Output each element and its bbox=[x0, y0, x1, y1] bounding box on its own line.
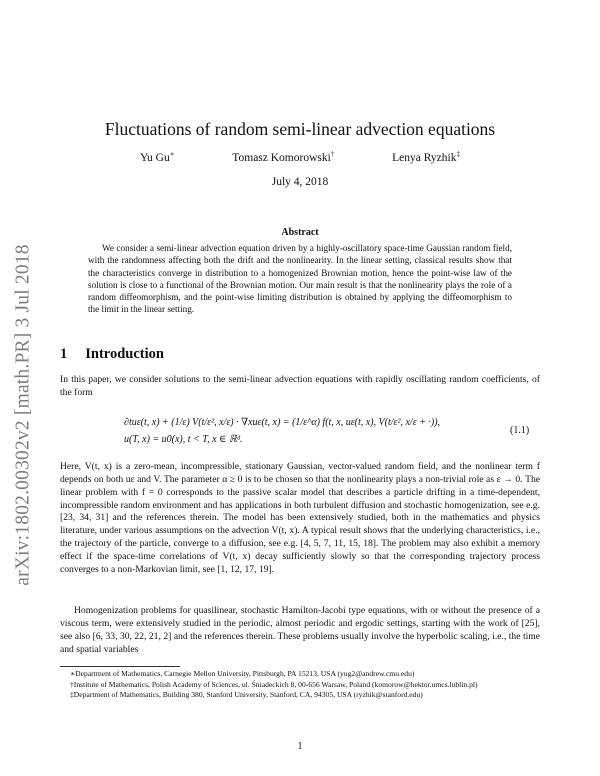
abstract-text: We consider a semi-linear advection equation driven by a highly-oscillatory space-time Gaussian random field, with the randomness affecting both the drift and the nonlinearity. In the linear setting, classical results show that the characteristics converge in distribution to a homogenized Brownian motion, hence the point-wise law of the solution is close to a functional of the Brownian motion. Our main result is that the nonlinearity plays the role of a random diffeomorphism, and the point-wise limiting distribution is obtained by applying the diffeomorphism to the limit in the linear setting. bbox=[88, 243, 512, 315]
abstract-heading: Abstract bbox=[281, 227, 319, 238]
author-list bbox=[140, 150, 460, 164]
section-title: Introduction bbox=[85, 346, 164, 362]
footnote: †Institute of Mathematics, Polish Academy of Sciences, ul. Śniadeckich 8, 00-656 Warsaw, Poland (komorow@hektor.umcs.lublin.pl) bbox=[70, 679, 478, 689]
paper-title: Fluctuations of random semi-linear advection equations bbox=[104, 119, 496, 139]
footnote: ‡Department of Mathematics, Building 380, Stanford University, Stanford, CA, 94305, USA (ryzhik@stanford.edu) bbox=[70, 690, 423, 699]
arxiv-identifier-text: arXiv:1802.00302v2 [math.PR] 3 Jul 2018 bbox=[13, 244, 35, 586]
author-name: Lenya Ryzhik bbox=[392, 151, 457, 164]
arxiv-identifier bbox=[4, 180, 44, 650]
section-number: 1 bbox=[60, 346, 68, 362]
section-heading bbox=[60, 346, 164, 363]
footnote: ∗Department of Mathematics, Carnegie Mellon University, Pittsburgh, PA 15213, USA (yug2@andrew.cmu.edu) bbox=[70, 669, 415, 678]
body-paragraph: Homogenization problems for quasilinear, stochastic Hamilton-Jacobi type equations, with or without the presence of a viscous term, were extensively studied in the periodic, almost periodic and ergodic settings, starting with the work of [25], see also [6, 33, 30, 22, 21, 2] and the references therein. These problems usually involve the hyperbolic scaling, i.e., the time and spatial variables bbox=[60, 605, 540, 655]
equation-line: ∂tuε(t, x) + (1/ε) V(t/ε², x/ε) · ∇xuε(t, x) = (1/ε^α) f(t, x, uε(t, x), V(t/ε², x/ε + ·)), bbox=[124, 417, 441, 428]
author bbox=[140, 150, 174, 164]
publication-date: July 4, 2018 bbox=[271, 176, 329, 188]
body-paragraph: Here, V(t, x) is a zero-mean, incompressible, stationary Gaussian, vector-valued random field, and the nonlinear term f depends on both uε and V. The parameter α ≥ 0 is to be chosen so that the nonlinearity plays a non-trivial role as ε → 0. The linear problem with f = 0 corresponds to the passive scalar model that describes a particle drifting in a time-dependent, incompressible random environment and has applications in both turbulent diffusion and stochastic homogenization, see e.g. [23, 34, 31] and the references therein. The model has been extensively studied, both in the mathematics and physics literature, under various assumptions on the advection V(t, x). A typical result shows that the underlying characteristics, i.e., the trajectory of the particle, converge to a diffusion, see e.g. [4, 5, 7, 11, 15, 18]. The problem may also exhibit a memory effect if the space-time correlations of V(t, x) decay sufficiently slowly so that the corresponding trajectory process converges to a non-Markovian limit, see [1, 12, 17, 19]. bbox=[60, 461, 540, 575]
footnotes bbox=[60, 669, 540, 701]
author-name: Yu Gu bbox=[140, 151, 170, 164]
author-footnote-mark[interactable]: ∗ bbox=[169, 150, 175, 158]
body-paragraph: In this paper, we consider solutions to the semi-linear advection equations with rapidly oscillating random coefficients, of the form bbox=[60, 374, 540, 398]
page-number: 1 bbox=[297, 741, 303, 752]
footnote-divider bbox=[60, 666, 180, 667]
author-footnote-mark[interactable]: † bbox=[330, 150, 335, 158]
equation-line: u(T, x) = u0(x), t < T, x ∈ ℝᵈ. bbox=[124, 434, 243, 445]
author-footnote-mark[interactable]: ‡ bbox=[456, 150, 460, 158]
author bbox=[232, 150, 334, 164]
equation-number: (1.1) bbox=[510, 425, 530, 436]
author bbox=[392, 150, 460, 164]
author-name: Tomasz Komorowski bbox=[232, 151, 331, 164]
